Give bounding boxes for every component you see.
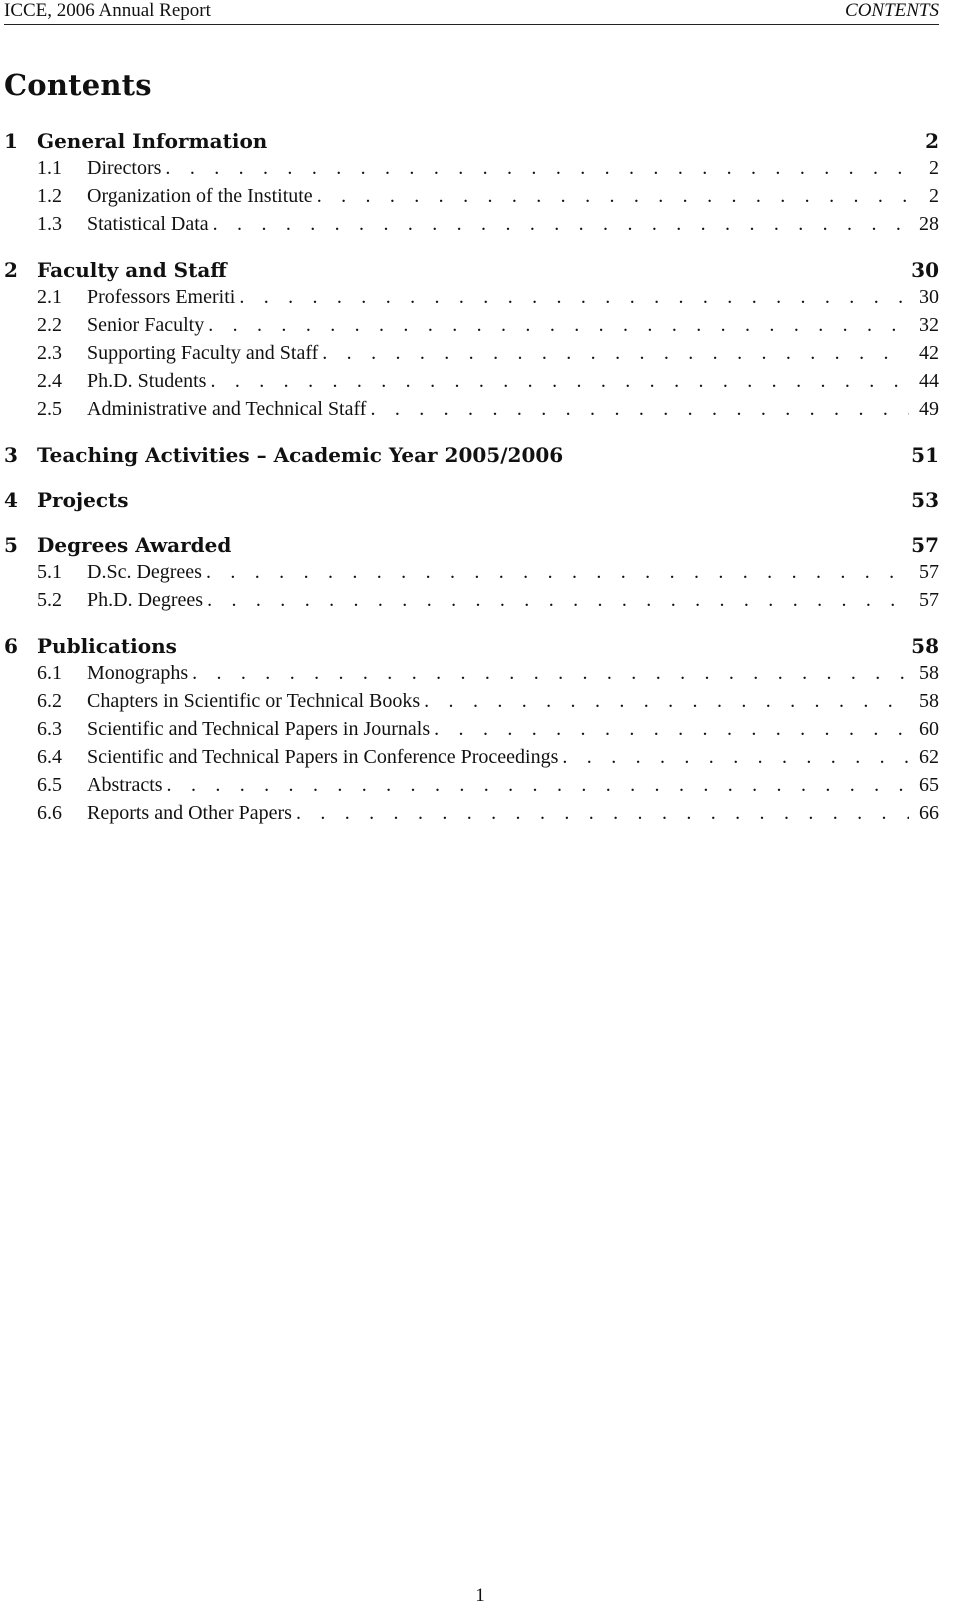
- dot-leader: [167, 774, 909, 797]
- toc-section-number: 5: [4, 533, 18, 557]
- toc-subsection-title: Chapters in Scientific or Technical Books: [87, 690, 421, 712]
- toc-section: [4, 443, 939, 471]
- toc-section-entry[interactable]: [4, 533, 939, 561]
- dot-leader: [296, 802, 909, 825]
- toc-subsection-title: Abstracts: [87, 774, 163, 796]
- toc-section-number: 2: [4, 258, 18, 282]
- dot-leader: [192, 662, 909, 685]
- toc-subsection-number: 2.3: [37, 342, 62, 364]
- toc-subsection-entry[interactable]: [4, 398, 939, 426]
- toc-subsection-number: 5.1: [37, 561, 62, 583]
- toc-subsection-entry[interactable]: [4, 314, 939, 342]
- toc-subsection-title: Statistical Data: [87, 213, 209, 235]
- toc-subsection-number: 6.2: [37, 690, 62, 712]
- toc-section-entry[interactable]: [4, 129, 939, 157]
- toc-subsection-page: 2: [929, 157, 939, 179]
- toc-subsection-title: Monographs: [87, 662, 189, 684]
- toc-subsection-title: Professors Emeriti: [87, 286, 236, 308]
- toc-section-page: 58: [911, 634, 939, 658]
- toc-subsection-entry[interactable]: [4, 370, 939, 398]
- dot-leader: [424, 690, 909, 713]
- toc-subsection-page: 42: [919, 342, 939, 364]
- page-number: 1: [475, 1585, 485, 1606]
- dot-leader: [213, 213, 909, 236]
- toc-section: [4, 258, 939, 426]
- toc-subsection-title: Organization of the Institute: [87, 185, 313, 207]
- toc-subsection-number: 1.3: [37, 213, 62, 235]
- toc-section-entry[interactable]: [4, 488, 939, 516]
- dot-leader: [206, 561, 909, 584]
- toc-subsection-page: 65: [919, 774, 939, 796]
- toc-subsection-number: 6.6: [37, 802, 62, 824]
- toc-subsection-title: Reports and Other Papers: [87, 802, 292, 824]
- toc-subsection-page: 57: [919, 561, 939, 583]
- toc-subsection-number: 2.1: [37, 286, 62, 308]
- toc-subsection-entry[interactable]: [4, 213, 939, 241]
- toc-section-page: 57: [911, 533, 939, 557]
- toc-subsection-title: Scientific and Technical Papers in Journals: [87, 718, 431, 740]
- toc-subsection-page: 2: [929, 185, 939, 207]
- toc-subsection-title: Scientific and Technical Papers in Conference Proceedings: [87, 746, 559, 768]
- toc-subsection-entry[interactable]: [4, 185, 939, 213]
- toc-subsection-entry[interactable]: [4, 286, 939, 314]
- toc-subsection-page: 49: [919, 398, 939, 420]
- toc-subsection-entry[interactable]: [4, 561, 939, 589]
- toc-section: [4, 129, 939, 241]
- toc-section-title: Publications: [37, 634, 177, 658]
- toc-subsection-page: 58: [919, 690, 939, 712]
- toc-subsection-entry[interactable]: [4, 802, 939, 830]
- dot-leader: [239, 286, 909, 309]
- toc-subsection-title: Directors: [87, 157, 162, 179]
- toc-section-title: Faculty and Staff: [37, 258, 227, 282]
- toc-subsection-title: Ph.D. Degrees: [87, 589, 204, 611]
- toc-subsection-title: Administrative and Technical Staff: [87, 398, 367, 420]
- toc-subsection-page: 32: [919, 314, 939, 336]
- toc-section: [4, 634, 939, 830]
- dot-leader: [322, 342, 909, 365]
- toc-subsection-page: 62: [919, 746, 939, 768]
- toc-subsection-page: 60: [919, 718, 939, 740]
- toc-section-number: 3: [4, 443, 18, 467]
- toc-section: [4, 488, 939, 516]
- toc-section-page: 51: [911, 443, 939, 467]
- toc-subsection-entry[interactable]: [4, 746, 939, 774]
- dot-leader: [434, 718, 909, 741]
- toc-section-title: Teaching Activities – Academic Year 2005/2006: [37, 443, 564, 467]
- toc-subsection-number: 2.4: [37, 370, 62, 392]
- toc-section-entry[interactable]: [4, 443, 939, 471]
- toc-subsection-number: 6.1: [37, 662, 62, 684]
- toc-subsection-number: 1.1: [37, 157, 62, 179]
- toc-section-page: 53: [911, 488, 939, 512]
- dot-leader: [207, 589, 909, 612]
- toc-subsection-entry[interactable]: [4, 718, 939, 746]
- toc-subsection-page: 30: [919, 286, 939, 308]
- running-header: [4, 0, 939, 25]
- toc-section-page: 2: [925, 129, 939, 153]
- toc-subsection-entry[interactable]: [4, 157, 939, 185]
- toc-subsection-number: 6.3: [37, 718, 62, 740]
- toc-subsection-entry[interactable]: [4, 774, 939, 802]
- toc-subsection-page: 58: [919, 662, 939, 684]
- toc-subsection-number: 2.2: [37, 314, 62, 336]
- toc-subsection-number: 5.2: [37, 589, 62, 611]
- toc-subsection-page: 57: [919, 589, 939, 611]
- toc-subsection-number: 6.5: [37, 774, 62, 796]
- toc-subsection-entry[interactable]: [4, 690, 939, 718]
- header-section-name: CONTENTS: [845, 0, 939, 21]
- toc-section-page: 30: [911, 258, 939, 282]
- toc-subsection-entry[interactable]: [4, 589, 939, 617]
- toc-section-title: Degrees Awarded: [37, 533, 232, 557]
- toc-subsection-entry[interactable]: [4, 662, 939, 690]
- dot-leader: [317, 185, 909, 208]
- toc-subsection-entry[interactable]: [4, 342, 939, 370]
- dot-leader: [370, 398, 909, 421]
- toc-section: [4, 533, 939, 617]
- toc-subsection-page: 44: [919, 370, 939, 392]
- toc-subsection-number: 1.2: [37, 185, 62, 207]
- toc-subsection-number: 2.5: [37, 398, 62, 420]
- toc-subsection-title: Senior Faculty: [87, 314, 205, 336]
- toc-section-number: 4: [4, 488, 18, 512]
- toc-subsection-title: Ph.D. Students: [87, 370, 207, 392]
- table-of-contents: [4, 129, 939, 847]
- toc-subsection-title: D.Sc. Degrees: [87, 561, 202, 583]
- dot-leader: [208, 314, 909, 337]
- page-title: Contents: [4, 68, 152, 102]
- dot-leader: [210, 370, 909, 393]
- toc-subsection-page: 66: [919, 802, 939, 824]
- toc-section-entry[interactable]: [4, 634, 939, 662]
- toc-section-number: 1: [4, 129, 18, 153]
- dot-leader: [165, 157, 909, 180]
- toc-subsection-title: Supporting Faculty and Staff: [87, 342, 319, 364]
- dot-leader: [562, 746, 909, 769]
- toc-section-title: General Information: [37, 129, 268, 153]
- toc-section-number: 6: [4, 634, 18, 658]
- toc-section-entry[interactable]: [4, 258, 939, 286]
- header-report-title: ICCE, 2006 Annual Report: [4, 0, 211, 21]
- toc-section-title: Projects: [37, 488, 129, 512]
- toc-subsection-page: 28: [919, 213, 939, 235]
- toc-subsection-number: 6.4: [37, 746, 62, 768]
